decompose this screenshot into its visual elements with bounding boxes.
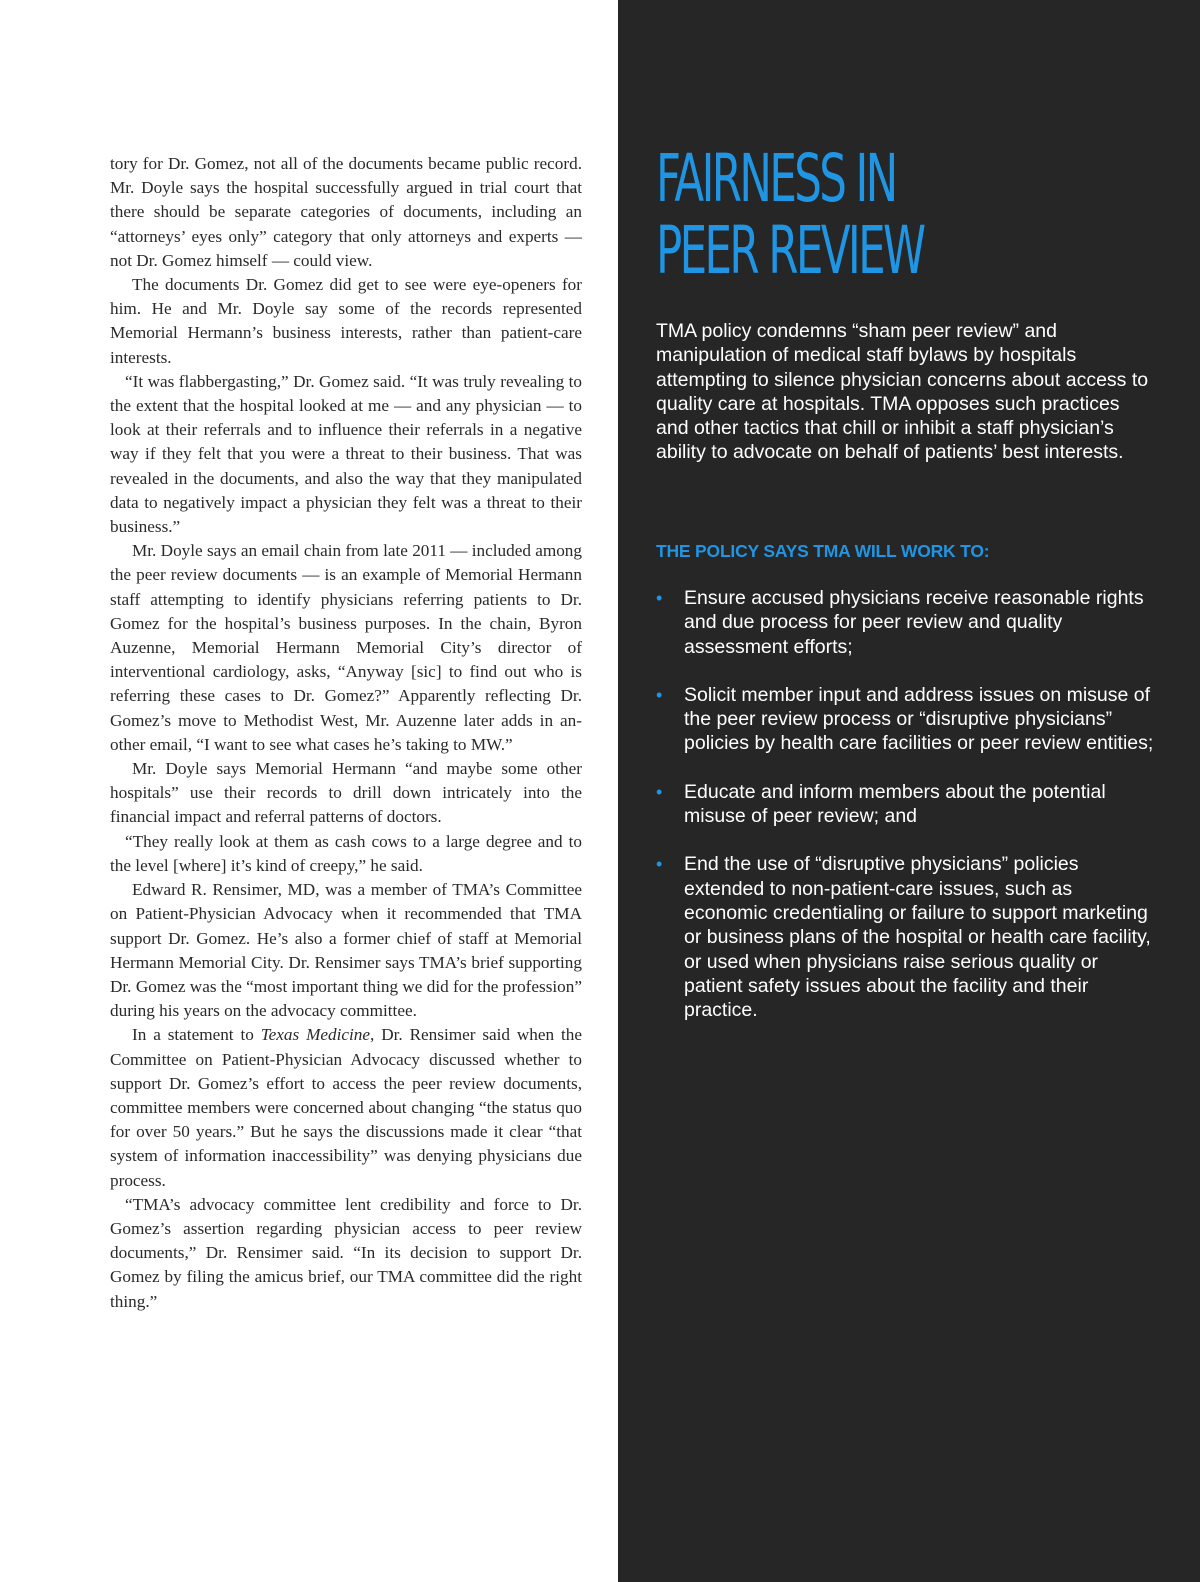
article-paragraph: tory for Dr. Gomez, not all of the documents became public record. Mr. Doyle says the hospital successfully argued in trial court that there should be separate categories of documents, including an “attorneys’ eyes only” category that only attorneys and experts — not Dr. Gomez himself — could view. [110, 154, 582, 270]
policy-list-item [656, 780, 1156, 829]
sidebar-title-line-1: FAIRNESS IN [656, 140, 896, 217]
article-paragraph: “It was flabbergasting,” Dr. Gomez said. “It was truly revealing to the extent that the hospital looked at me — and any physician — to look at their referrals and to influence their referrals in a negative way if they felt that you were a threat to their business. That was revealed in the documents, and also the way that they manipulated data to negatively impact a physician they felt was a threat to their business.” [110, 371, 582, 537]
policy-list [656, 586, 1156, 1046]
policy-list-item [656, 852, 1156, 1022]
publication-name: Texas Medicine [260, 1025, 371, 1045]
policy-list-item [656, 683, 1156, 756]
article-body [110, 152, 582, 1314]
policy-item-text: Solicit member input and address issues on misuse of the peer review process or “disruptive physicians” policies by health care facilities or peer review entities; [684, 683, 1154, 755]
sidebar-title-line-2: PEER REVIEW [656, 212, 924, 289]
article-paragraph: “They really look at them as cash cows to a large degree and to the level [where] it’s kind of creepy,” he said. [110, 831, 582, 875]
article-paragraph: Mr. Doyle says Memorial Hermann “and maybe some other hospitals” use their records to drill down intricately into the financial impact and referral patterns of doctors. [110, 759, 582, 827]
statement-text-before: In a statement to [132, 1025, 261, 1045]
sidebar-title [656, 140, 924, 289]
sidebar-intro: TMA policy condemns “sham peer review” and manipulation of medical staff bylaws by hospitals attempting to silence physician concerns about access to quality care at hospitals. TMA opposes such practices and other tactics that chill or inhibit a staff physician’s ability to advocate on behalf of patients’ best interests. [656, 320, 1149, 464]
policy-item-text: Educate and inform members about the potential misuse of peer review; and [684, 780, 1106, 828]
article-paragraph: Edward R. Rensimer, MD, was a member of TMA’s Committee on Patient-Physician Advocacy when it recommended that TMA support Dr. Gomez. He’s also a former chief of staff at Memorial Hermann Memorial City. Dr. Rensimer says TMA’s brief supporting Dr. Gomez was the “most important thing we did for the profession” during his years on the advocacy committee. [110, 880, 582, 1021]
article-paragraph: Mr. Doyle says an email chain from late 2011 — included among the peer review documents — is an example of Memorial Hermann staff attempting to identify physicians referring patients to Dr. Gomez for the hospital’s business purposes. In the chain, Byron Auzenne, Memorial Hermann Memorial City’s director of interventional cardiology, asks, “Anyway [sic] to find out who is referring these cases to Dr. Gomez?” Apparently reflecting Dr. Gomez’s move to Methodist West, Mr. Auzenne later adds in another email, “I want to see what cases he’s taking to MW.” [110, 541, 582, 754]
bullet-icon: • [656, 781, 663, 802]
policy-sidebar [618, 0, 1200, 1582]
article-paragraph: “TMA’s advocacy committee lent credibility and force to Dr. Gomez’s assertion regarding physician access to peer review documents,” Dr. Rensimer said. “In its decision to support Dr. Gomez by filing the amicus brief, our TMA committee did the right thing.” [110, 1194, 582, 1311]
article-paragraph: The documents Dr. Gomez did get to see were eye-openers for him. He and Mr. Doyle say some of the records represented Memorial Hermann’s business interests, rather than patient-care interests. [110, 275, 582, 367]
bullet-icon: • [656, 588, 663, 608]
statement-text-after: , Dr. Rensimer said when the Committee on Patient-Physician Advocacy discussed whether to support Dr. Gomez’s effort to access the peer review documents, committee members were concerned about changing “the status quo for over 50 years.” But he says the discussions made it clear “that system of information inaccessibility” was denying physicians due process. [110, 1025, 582, 1190]
policy-item-text: Ensure accused physicians receive reasonable rights and due process for peer review and quality assessment efforts; [684, 587, 1144, 658]
policy-item-text: End the use of “disruptive physicians” policies extended to non-patient-care issues, such as economic credentialing or failure to support marketing or business plans of the hospital or health care facility, or used when physicians raise serious quality or patient safety issues about the facility and their practice. [684, 853, 1151, 1022]
policy-heading: THE POLICY SAYS TMA WILL WORK TO: [656, 541, 990, 561]
article-paragraph-statement [110, 1023, 582, 1192]
policy-list-item [656, 586, 1156, 659]
bullet-icon: • [656, 684, 663, 705]
bullet-icon: • [656, 854, 663, 875]
